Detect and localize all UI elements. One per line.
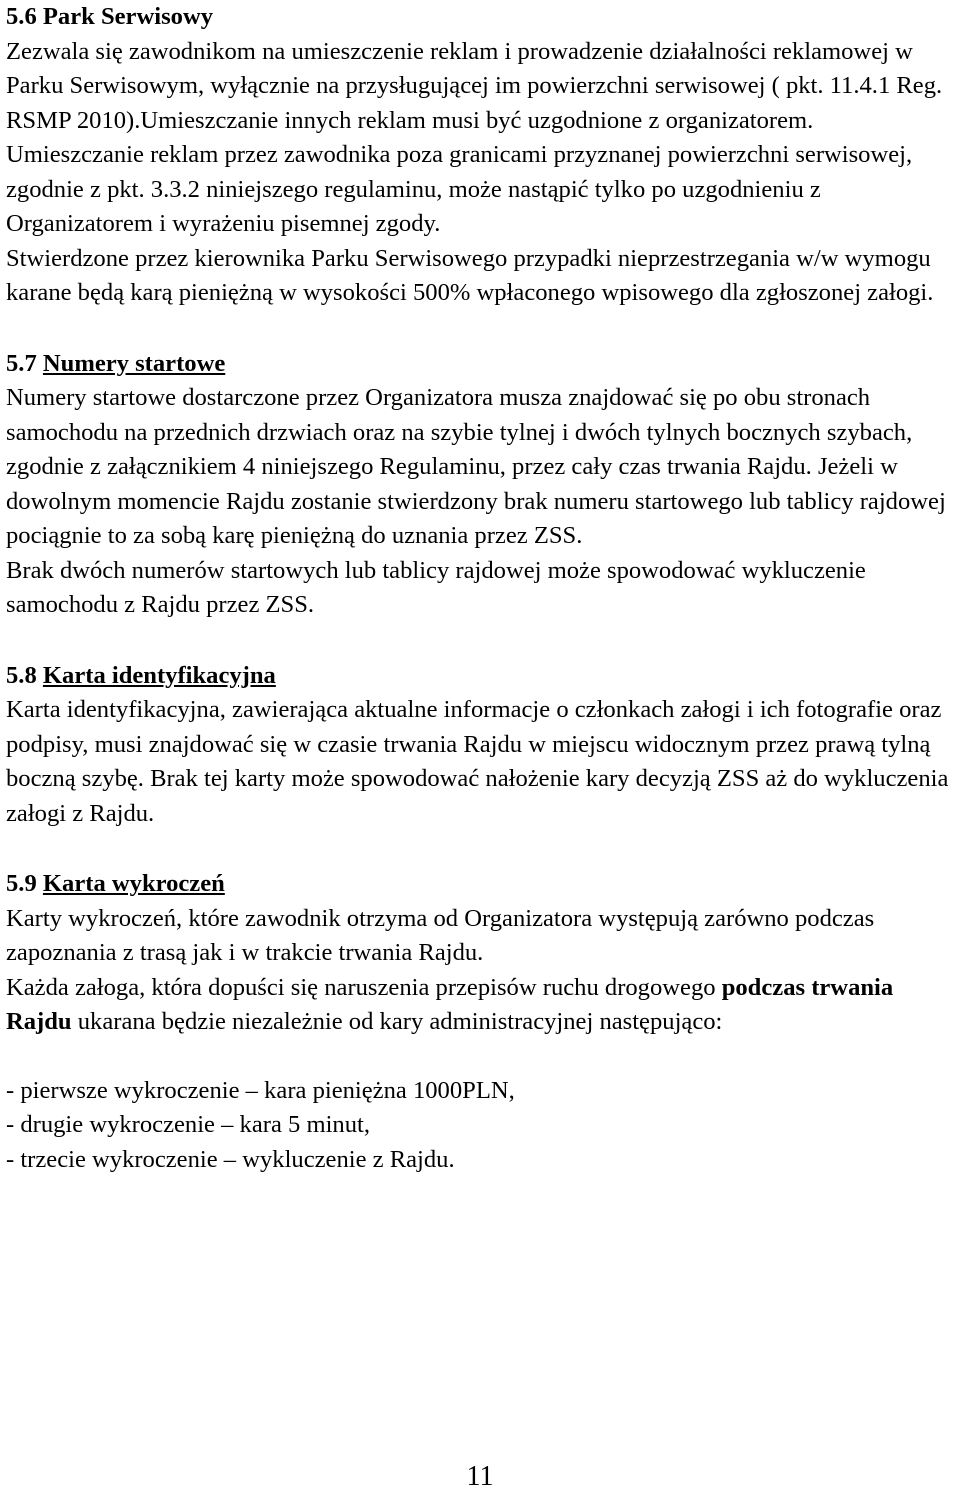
section-title: Karta identyfikacyjna xyxy=(42,661,276,689)
page-number: 11 xyxy=(466,1461,494,1492)
paragraph: Stwierdzone przez kierownika Parku Serwisowego przypadki nieprzestrzegania w/w wymogu karane będą karą pieniężną w wysokości 500% wpłaconego wpisowego dla zgłoszonej załogi. xyxy=(6,244,934,306)
section-numery-startowe xyxy=(6,347,956,623)
section-heading xyxy=(6,0,956,35)
section-title: Karta wykroczeń xyxy=(42,870,225,897)
section-number: 5.9 xyxy=(6,870,37,897)
list-item: - trzecie wykroczenie – wykluczenie z Rajdu. xyxy=(6,1145,455,1173)
section-karta-wykroczen xyxy=(6,867,956,1177)
section-karta-identyfikacyjna xyxy=(6,659,956,832)
paragraph: Karta identyfikacyjna, zawierająca aktualne informacje o członkach załogi i ich fotografie oraz podpisy, musi znajdować się w czasie trwania Rajdu w miejscu widocznym przez prawą tylną boczną szybę. Brak tej karty może spowodować nałożenie kary decyzją ZSS aż do wykluczenia załogi z Rajdu. xyxy=(6,696,949,827)
section-number: 5.7 xyxy=(6,349,37,377)
list-item: - pierwsze wykroczenie – kara pieniężna 1000PLN, xyxy=(6,1076,515,1104)
section-number: 5.8 xyxy=(6,661,37,689)
section-title: Park Serwisowy xyxy=(42,3,213,30)
penalty-list xyxy=(6,1074,956,1178)
section-title: Numery startowe xyxy=(42,349,226,377)
list-item: - drugie wykroczenie – kara 5 minut, xyxy=(6,1111,370,1138)
paragraph-text: ukarana będzie niezależnie od kary administracyjnej następująco: xyxy=(71,1008,723,1035)
emphasis-text: podczas trwania Rajdu xyxy=(6,973,894,1035)
paragraph-text: Każda załoga, która dopuści się naruszenia przepisów ruchu drogowego xyxy=(6,973,722,1001)
paragraph: Numery startowe dostarczone przez Organizatora musza znajdować się po obu stronach samochodu na przednich drzwiach oraz na szybie tylnej i dwóch tylnych bocznych szybach, zgodnie z załącznikiem 4 niniejszego Regulaminu, przez cały czas trwania Rajdu. Jeżeli w dowolnym momencie Rajdu zostanie stwierdzony brak numeru startowego lub tablicy rajdowej pociągnie to za sobą karę pieniężną do uznania przez ZSS. xyxy=(6,384,946,549)
section-park-serwisowy xyxy=(6,0,956,311)
document-page xyxy=(6,0,956,1177)
paragraph: Karty wykroczeń, które zawodnik otrzyma od Organizatora występują zarówno podczas zapoznania z trasą jak i w trakcie trwania Rajdu. xyxy=(6,904,875,966)
paragraph: Brak dwóch numerów startowych lub tablicy rajdowej może spowodować wykluczenie samochodu z Rajdu przez ZSS. xyxy=(6,556,866,618)
section-number: 5.6 xyxy=(6,3,37,30)
paragraph: Zezwala się zawodnikom na umieszczenie reklam i prowadzenie działalności reklamowej w Parku Serwisowym, wyłącznie na przysługującej im powierzchni serwisowej ( pkt. 11.4.1 Reg. RSMP 2010).Umieszczanie innych reklam musi być uzgodnione z organizatorem. Umieszczanie reklam przez zawodnika poza granicami przyznanej powierzchni serwisowej, zgodnie z pkt. 3.3.2 niniejszego regulaminu, może nastąpić tylko po uzgodnieniu z Organizatorem i wyrażeniu pisemnej zgody. xyxy=(6,37,943,237)
paragraph xyxy=(6,971,956,1040)
section-heading xyxy=(6,347,956,382)
section-heading xyxy=(6,867,956,902)
section-heading xyxy=(6,659,956,694)
